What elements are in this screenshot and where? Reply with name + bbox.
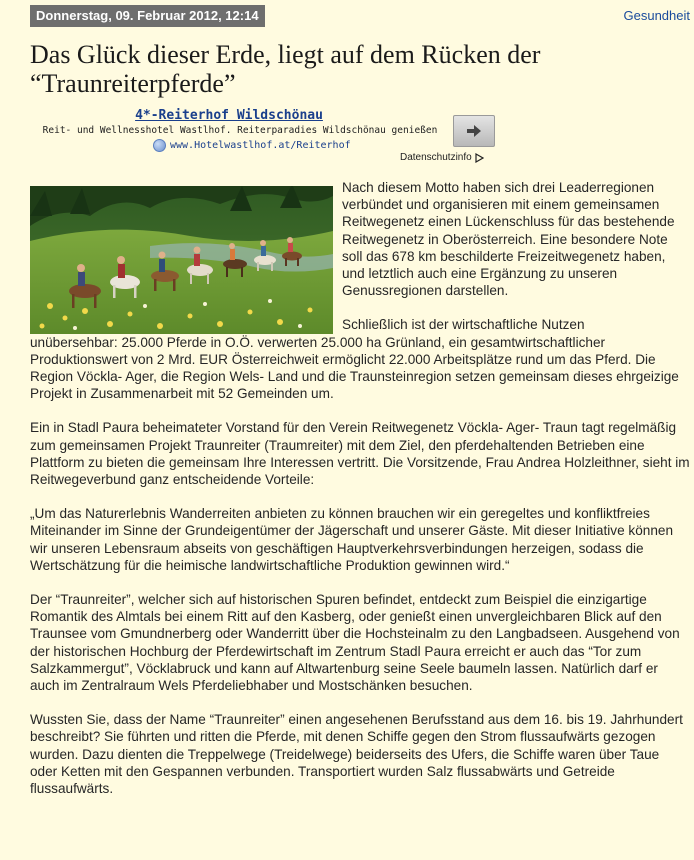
article-paragraph-continued: unübersehbar: 25.000 Pferde in O.Ö. verwerten 25.000 ha Grünland, ein gesamtwirtschaftlicher Produktionswert von 2 Mrd. EUR Österreichweit ermöglicht 22.000 Arbeitsplätze rund um das Pferd. Die Region Vöckla- Ager, die Region Wels- Land und die Traunsteinregion setzen gemeinsam dieses ehrgeizige Projekt in Zusammenarbeit mit 52 Gemeinden um. (30, 334, 679, 402)
article-paragraph: Ein in Stadl Paura beheimateter Vorstand für den Verein Reitwegenetz Vöckla- Ager- Traun tagt regelmäßig zum gemeinsamen Projekt Traunreiter (Traumreiter) mit dem Ziel, den pferdehaltenden Betrieben eine Plattform zu bieten die gemeinsam Ihre Interessen vertritt. Die Vorsitzende, Frau Andrea Holzleithner, sieht im Reitwegeverbund ganz entscheidende Vorteile: (30, 420, 690, 488)
privacy-info-link[interactable] (400, 152, 484, 163)
sponsored-ad[interactable] (30, 108, 500, 168)
article-paragraph: Schließlich ist der wirtschaftliche Nutzen (342, 317, 585, 333)
ad-description: Reit- und Wellnesshotel Wastlhof. Reiterparadies Wildschönau genießen (42, 125, 438, 136)
article-paragraph: Wussten Sie, dass der Name “Traunreiter” einen angesehenen Berufsstand aus dem 16. bis 19. Jahrhundert beschreibt? Sie führten und ritten die Pferde, mit denen Schiffe gegen den Strom flussaufwärts gezogen wurden. Dazu dienten die Treppelwege (Treidelwege) beiderseits des Ufers, die Schiffe waren über Taue oder Ketten mit den Gespannen verbunden. Transportiert wurden Salz flussabwärts und Getreide flussaufwärts. (30, 712, 683, 797)
ad-url-link[interactable] (153, 139, 351, 152)
globe-icon (153, 139, 166, 152)
privacy-info-label[interactable]: Datenschutzinfo (400, 152, 472, 163)
article-body (30, 179, 690, 814)
section-link-gesundheit[interactable]: Gesundheit (623, 8, 690, 23)
article-quote: „Um das Naturerlebnis Wanderreiten anbieten zu können brauchen wir ein geregeltes und konfliktfreies Miteinander im Sinne der Grundeigentümer der Jägerschaft und unserer Gäste. Mit dieser Initiative können wir unseren Lebensraum abseits von geschäftigen Hauptverkehrsverbindungen herzeigen, sodass die Wertschätzung für die heimische landwirtschaftliche Produktion gewinnen wird.“ (30, 506, 674, 573)
ad-url-text[interactable]: www.Hotelwastlhof.at/Reiterhof (170, 140, 351, 151)
article-headline: Das Glück dieser Erde, liegt auf dem Rücken der “Traunreiterpferde” (30, 40, 541, 98)
ad-go-button[interactable] (453, 115, 495, 147)
publish-date: Donnerstag, 09. Februar 2012, 12:14 (30, 5, 265, 27)
privacy-play-icon (475, 153, 484, 163)
arrow-right-icon (466, 124, 482, 138)
article-meta-bar (30, 5, 690, 27)
article-paragraph: Der “Traunreiter”, welcher sich auf historischen Spuren befindet, entdeckt zum Beispiel die einzigartige Romantik des Almtals bei einem Ritt auf den Kasberg, oder genießt einen unvergleichbaren Blick auf den Traunsee vom Gmundnerberg oder Wanderritt über die Hochsteinalm zu den Langbadseen. Ausgehend von der historischen Hochburg der Pferdewirtschaft im Zentrum Stadl Paura erreicht er auch das “Tor zum Salzkammergut”, Vöcklabruck und kann auf Altwartenburg seine Seele baumeln lassen. Natürlich darf er auch im Zentralraum Wels Pferdeliebhaber und Mostschänken besuchen. (30, 592, 680, 694)
ad-title-link[interactable]: 4*-Reiterhof Wildschönau (135, 108, 323, 123)
article-paragraph: Nach diesem Motto haben sich drei Leaderregionen verbündet und organisieren mit einem gemeinsamen Reitwegenetz einen Lückenschluss für das bestehende Reitwegenetz in Oberösterreich. Eine besondere Note soll das 678 km beschilderte Freizeitwegenetz haben, und letztlich auch eine Ergänzung zu unseren Genussregionen darstellen. (342, 180, 675, 299)
